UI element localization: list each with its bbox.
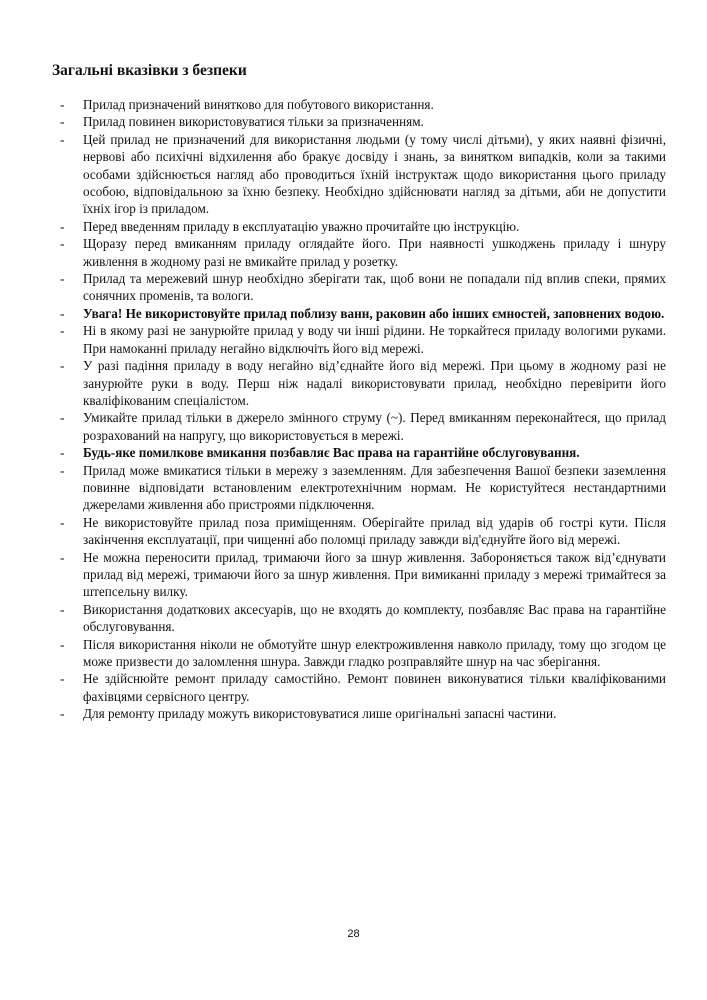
list-item: [58, 113, 666, 130]
safety-instructions-list: [58, 96, 666, 723]
bullet-dash: -: [60, 114, 65, 130]
list-item: [58, 549, 666, 601]
list-item: [58, 357, 666, 409]
list-item-text: Прилад повинен використовуватися тільки за призначенням.: [83, 114, 424, 130]
list-item: [58, 514, 666, 549]
list-item-text: Не використовуйте прилад поза приміщенням. Оберігайте прилад від ударів об гострі кути. Після закінчення експлуатації, при чищенні або поломці приладу завжди від'єднуйте його від мережі.: [83, 514, 666, 548]
list-item-text: Після використання ніколи не обмотуйте шнур електроживлення навколо приладу, тому що згодом це може призвести до заломлення шнура. Завжди гладко розправляйте шнур на час зберігання.: [83, 636, 666, 669]
list-item: [58, 235, 666, 270]
list-item: [58, 670, 666, 705]
list-item: [58, 218, 666, 235]
list-item: [58, 322, 666, 357]
list-item-text: Увага! Не використовуйте прилад поблизу ванн, раковин або інших ємностей, заповнених водою.: [83, 305, 665, 321]
list-item: [58, 96, 666, 113]
bullet-dash: -: [60, 514, 65, 530]
bullet-dash: -: [60, 601, 65, 617]
list-item: [58, 705, 666, 722]
bullet-dash: -: [60, 671, 65, 687]
bullet-dash: -: [60, 445, 65, 461]
list-item-text: Щоразу перед вмиканням приладу оглядайте його. При наявності ушкоджень приладу і шнуру живлення в жодному разі не вмикайте прилад у розетку.: [83, 236, 666, 269]
list-item: [58, 462, 666, 514]
list-item-text: Умикайте прилад тільки в джерело змінного струму (~). Перед вмиканням переконайтеся, що прилад розрахований на напругу, що використовується в мережі.: [83, 410, 666, 443]
bullet-dash: -: [60, 236, 65, 252]
list-item-text: Будь-яке помилкове вмикання позбавляє Вас права на гарантійне обслуговування.: [83, 445, 580, 461]
list-item-text: Не здійснюйте ремонт приладу самостійно. Ремонт повинен виконуватися тільки кваліфікованими фахівцями сервісного центру.: [83, 671, 666, 704]
list-item-text: У разі падіння приладу в воду негайно від’єднайте його від мережі. При цьому в жодному разі не занурюйте руки в воду. Перш ніж надалі використовувати прилад, необхідно перевірити його кваліфікованим спеціалістом.: [83, 358, 666, 408]
list-item: [58, 409, 666, 444]
list-item-text: Прилад та мережевий шнур необхідно зберігати так, щоб вони не попадали під вплив спеки, прямих сонячних променів, та вологи.: [83, 271, 666, 304]
list-item: [58, 636, 666, 671]
bullet-dash: -: [60, 305, 65, 321]
bullet-dash: -: [60, 358, 65, 374]
bullet-dash: -: [60, 218, 65, 234]
bullet-dash: -: [60, 323, 65, 339]
bullet-dash: -: [60, 706, 65, 722]
bullet-dash: -: [60, 131, 65, 147]
bullet-dash: -: [60, 636, 65, 652]
list-item: [58, 131, 666, 218]
list-item-text: Використання додаткових аксесуарів, що не входять до комплекту, позбавляє Вас права на гарантійне обслуговування.: [83, 601, 666, 635]
bullet-dash: -: [60, 410, 65, 426]
bullet-dash: -: [60, 97, 65, 112]
list-item: [58, 305, 666, 322]
list-item-text: Перед введенням приладу в експлуатацію уважно прочитайте цю інструкцію.: [83, 218, 520, 234]
list-item: [58, 270, 666, 305]
section-heading: Загальні вказівки з безпеки: [52, 62, 247, 79]
list-item: [58, 444, 666, 461]
list-item-text: Цей прилад не призначений для використання людьми (у тому числі дітьми), у яких наявні фізичні, нервові або психічні відхилення або бракує досвіду і знань, за винятком випадків, коли за такими особами здійснюється нагляд або проводиться їхній інструктаж щодо використання цього приладу особою, відповідальною за їхню безпеку. Необхідно здійснювати нагляд за дітьми, аби не допустити їхніх ігор із приладом.: [83, 131, 666, 217]
list-item: [58, 601, 666, 636]
page-number: 28: [347, 928, 360, 940]
list-item-text: Ні в якому разі не занурюйте прилад у воду чи інші рідини. Не торкайтеся приладу вологими руками. При намоканні приладу негайно відключіть його від мережі.: [83, 323, 666, 356]
bullet-dash: -: [60, 462, 65, 478]
list-item-text: Прилад може вмикатися тільки в мережу з заземленням. Для забезпечення Вашої безпеки заземлення повинне відповідати встановленим електротехнічним нормам. Не користуйтеся нестандартними джерелами живлення або пристроями підключення.: [83, 462, 666, 513]
list-item-text: Прилад призначений винятково для побутового використання.: [83, 97, 434, 112]
bullet-dash: -: [60, 271, 65, 287]
list-item-text: Не можна переносити прилад, тримаючи його за шнур живлення. Забороняється також від’єднувати прилад від мережі, тримаючи його за шнур живлення. При вимиканні приладу з мережі тримайтеся за штепсельну вилку.: [83, 549, 666, 600]
bullet-dash: -: [60, 549, 65, 565]
list-item-text: Для ремонту приладу можуть використовуватися лише оригінальні запасні частини.: [83, 706, 557, 722]
